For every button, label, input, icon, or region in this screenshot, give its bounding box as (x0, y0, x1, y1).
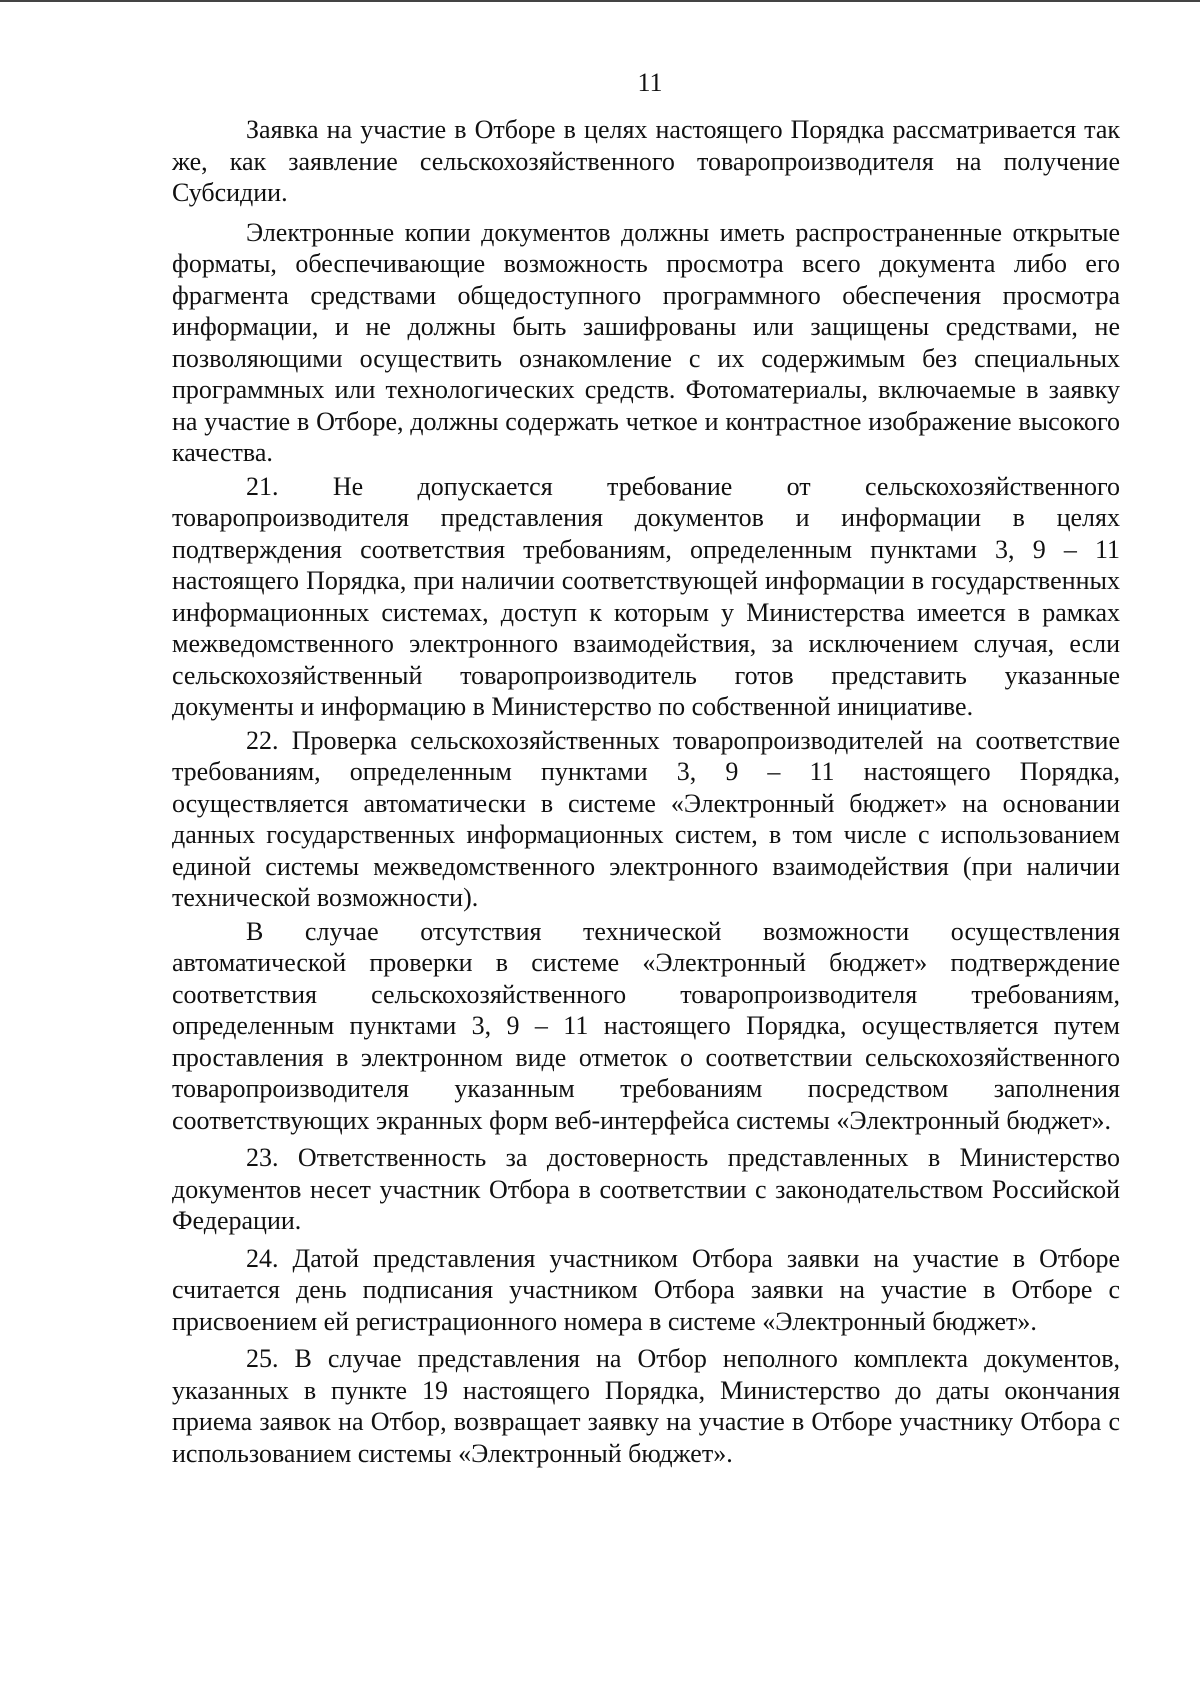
page-top-border (0, 0, 1200, 2)
document-body (172, 114, 1120, 1471)
paragraph-electronic-copies: Электронные копии документов должны иметь распространенные открытые форматы, обеспечивающие возможность просмотра всего документа либо его фрагмента средствами общедоступного программного обеспечения просмотра информации, и не должны быть зашифрованы или защищены средствами, не позволяющими осуществить ознакомление с их содержимым без специальных программных или технологических средств. Фотоматериалы, включаемые в заявку на участие в Отборе, должны содержать четкое и контрастное изображение высокого качества. (172, 217, 1120, 467)
paragraph-item-22-manual-check: В случае отсутствия технической возможности осуществления автоматической проверки в системе «Электронный бюджет» подтверждение соответствия сельскохозяйственного товаропроизводителя требованиям, определенным пунктами 3, 9 – 11 настоящего Порядка, осуществляется путем проставления в электронном виде отметок о соответствии сельскохозяйственного товаропроизводителя указанным требованиям посредством заполнения соответствующих экранных форм веб-интерфейса системы «Электронный бюджет». (172, 916, 1120, 1135)
page-number: 11 (637, 68, 663, 97)
paragraph-item-25: 25. В случае представления на Отбор неполного комплекта документов, указанных в пункте 19 настоящего Порядка, Министерство до даты окончания приема заявок на Отбор, возвращает заявку на участие в Отборе участнику Отбора с использованием системы «Электронный бюджет». (172, 1344, 1120, 1468)
paragraph-application-review: Заявка на участие в Отборе в целях настоящего Порядка рассматривается так же, как заявление сельскохозяйственного товаропроизводителя на получение Субсидии. (172, 115, 1120, 207)
paragraph-item-23: 23. Ответственность за достоверность представленных в Министерство документов несет участник Отбора в соответствии с законодательством Российской Федерации. (172, 1143, 1120, 1235)
paragraph-item-24: 24. Датой представления участником Отбора заявки на участие в Отборе считается день подписания участником Отбора заявки на участие в Отборе с присвоением ей регистрационного номера в системе «Электронный бюджет». (172, 1243, 1120, 1336)
paragraph-item-22: 22. Проверка сельскохозяйственных товаропроизводителей на соответствие требованиям, определенным пунктами 3, 9 – 11 настоящего Порядка, осуществляется автоматически в системе «Электронный бюджет» на основании данных государственных информационных систем, в том числе с использованием единой системы межведомственного электронного взаимодействия (при наличии технической возможности). (172, 725, 1120, 912)
paragraph-item-21: 21. Не допускается требование от сельскохозяйственного товаропроизводителя представления документов и информации в целях подтверждения соответствия требованиям, определенным пунктами 3, 9 – 11 настоящего Порядка, при наличии соответствующей информации в государственных информационных системах, доступ к которым у Министерства имеется в рамках межведомственного электронного взаимодействия, за исключением случая, если сельскохозяйственный товаропроизводитель готов представить указанные документы и информацию в Министерство по собственной инициативе. (172, 471, 1120, 721)
